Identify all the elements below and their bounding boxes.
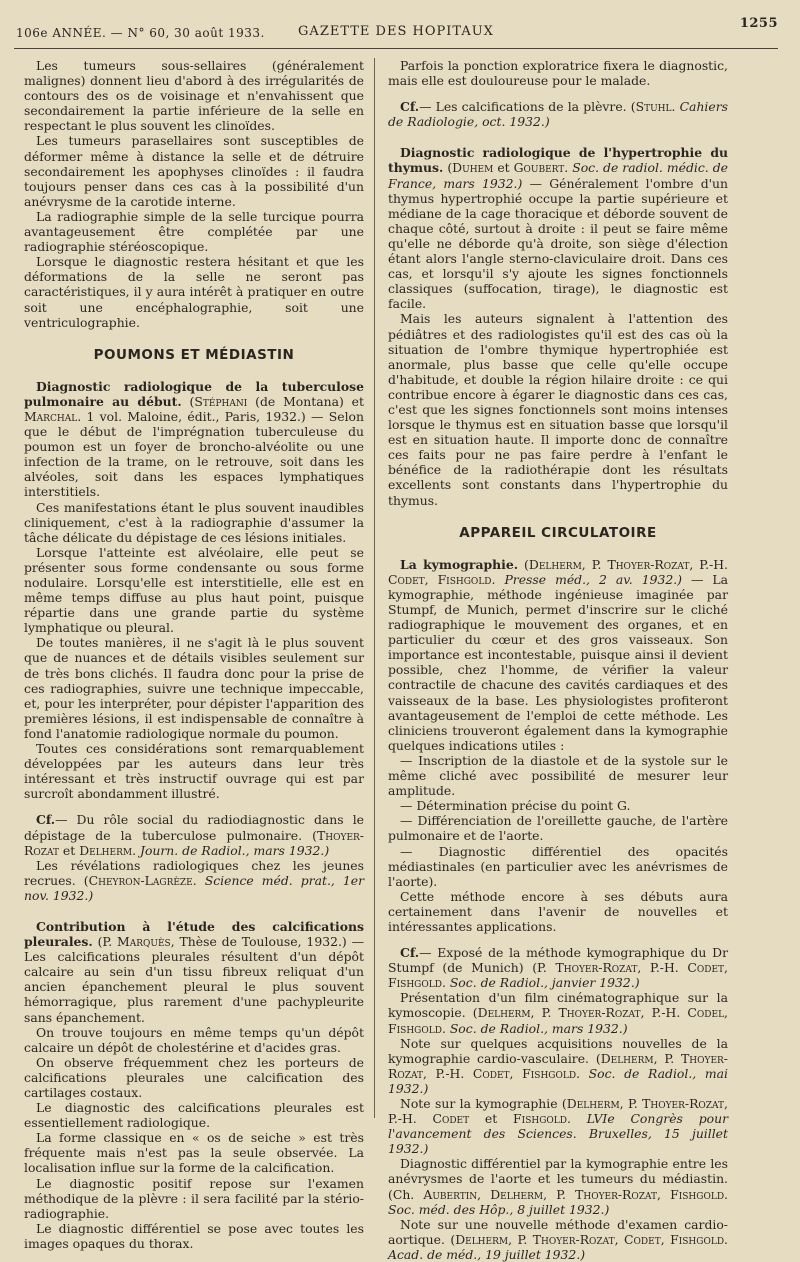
article-title: La kymographie. [400, 556, 519, 572]
paragraph: On observe fréquemment chez les porteurs de calcifications pleurales une calcification des cartilages costaux. [24, 1054, 364, 1100]
reference-paragraph [388, 1036, 728, 1096]
text-fragment: — La kymographie, méthode ingénieuse imaginée par Stumpf, de Munich, permet d'inscrire sur le cliché radiographique le mouvement des organes, et en particulier du cœur et des gros vaisseaux. Son importance est incontestable, puisque ainsi il devient possible, chez l'homme, de vérifier la valeur contractile de chacune des cavités cardiaques et des vaisseaux de la base. Les physiologistes profiteront avantageusement de l'emploi de cette méthode. Les cliniciens trouveront également dans la kymographie quelques indications utiles : [388, 571, 728, 753]
author-name: Delherm [79, 842, 133, 858]
author-names: Thoyer-Rozat, P.-H. Codet, Fishgold [388, 960, 728, 991]
article-title: Diagnostic radiologique de la tuberculose pulmonaire au début. [24, 378, 364, 409]
reference-paragraph [388, 1096, 728, 1156]
text-fragment: ( [443, 160, 453, 176]
article-title: Diagnostic radiologique de l'hypertrophie du thymus. [388, 145, 728, 176]
author-names: Aubertin, Delherm, P. Thoyer-Rozat, Fishgold [423, 1186, 725, 1202]
column-divider [374, 58, 375, 1118]
reference-paragraph [24, 858, 364, 903]
section-heading-circulatoire: APPAREIL CIRCULATOIRE [459, 524, 657, 541]
author-names: Delherm, P. Thoyer-Rozat, P.-H. Codet, Fishgold [388, 1050, 728, 1081]
text-fragment: et [58, 842, 80, 858]
author-name: Thoyer-Rozat [24, 827, 364, 858]
text-fragment: Présentation d'un film cinématographique sur la kymoscopie. ( [388, 990, 728, 1021]
paragraph: Les tumeurs sous-sellaires (généralement malignes) donnent lieu d'abord à des irrégularités de contours des os de voisinage et n'envahissent que secondairement la partie inférieure de la selle en respectant le plus souvent les clinoïdes. [24, 58, 364, 134]
page-header [14, 14, 778, 44]
paragraph: Ces manifestations étant le plus souvent inaudibles cliniquement, c'est à la radiographie d'assumer la tâche délicate du dépistage de ces lésions initiales. [24, 499, 364, 545]
text-fragment: (de Montana) et [247, 393, 364, 409]
paragraph: Le diagnostic différentiel se pose avec toutes les images opaques du thorax. [24, 1220, 364, 1251]
cf-reference [388, 945, 728, 990]
text-fragment: et [493, 160, 514, 176]
article-title: Contribution à l'étude des calcifications pleurales. [24, 918, 364, 950]
author-name: Cheyron-Lagrèze [88, 872, 193, 888]
list-item: — Détermination précise du point G. [400, 798, 631, 814]
article-thymus [388, 145, 728, 311]
article-calcifications [24, 919, 364, 1025]
source-citation: . Soc. méd. des Hôp., 8 juillet 1932.) [388, 1186, 728, 1217]
right-column [388, 58, 728, 1262]
source-citation: . Cahiers de Radiologie, oct. 1932.) [388, 99, 728, 130]
text-fragment: Note sur la kymographie ( [400, 1096, 567, 1111]
paragraph: Le diagnostic des calcifications pleurales est essentiellement radiologique. [24, 1100, 364, 1131]
article-kymographie [388, 557, 728, 753]
text-fragment: Les révélations radiologiques chez les jeunes recrues. ( [24, 857, 364, 888]
author-name: Stéphani [194, 393, 248, 409]
section-heading-poumons: POUMONS ET MÉDIASTIN [93, 346, 295, 363]
text-fragment: (P. [92, 934, 118, 950]
text-fragment: — Du rôle social du radiodiagnostic dans le dépistage de la tuberculose pulmonaire. ( [24, 812, 364, 843]
issue-info: 106e ANNÉE. — N° 60, 30 août 1933. [16, 26, 265, 40]
source-citation: . Journ. de Radiol., mars 1932.) [132, 842, 330, 858]
text-fragment: — Exposé de la méthode kymographique du Dr Stumpf (de Munich) (P. [388, 945, 728, 976]
cf-label: Cf. [36, 812, 56, 828]
text-fragment: — Généralement l'ombre d'un thymus hypertrophié occupe la partie supérieure et médiane de la cage thoracique et déborde souvent de chaque côté, surtout à droite : il peut se faire même qu'elle ne déborde qu'à droite, son siège d'élection étant alors l'angle sterno-claviculaire droit. Dans ces cas, et lorsqu'il s'y ajoute les signes fonctionnels classiques (suffocation, tirage), le diagnostic est facile. [388, 175, 729, 312]
author-name: Marquès [117, 934, 171, 950]
left-column [24, 58, 364, 1251]
reference-paragraph [388, 1156, 728, 1216]
list-item: — Diagnostic différentiel des opacités médiastinales (en particulier avec les anévrismes de l'aorte). [388, 843, 728, 889]
source-citation: . Soc. de Radiol., mai 1932.) [388, 1065, 728, 1096]
text-fragment: ( [181, 393, 195, 409]
paragraph: De toutes manières, il ne s'agit là le plus souvent que de nuances et de détails visibles seulement sur de très bons clichés. Il faudra donc pour la prise de ces radiographies, suivre une technique impeccable, et, pour les interpréter, pour dépister l'apparition des premières lésions, il est indispensable de connaître à fond l'anatomie radiologique normale du poumon. [24, 635, 364, 741]
text-fragment: — Les calcifications de la plèvre. ( [419, 99, 636, 115]
reference-paragraph [388, 990, 728, 1035]
text-fragment: ( [518, 556, 529, 572]
paragraph: Mais les auteurs signalent à l'attention des pédiâtres et des radiologistes qu'il est des cas où la situation de l'ombre thymique hypertrophiée est anormale, plus basse que celle qu'elle occupe d'habitude, et double la région hilaire droite : ce qui contribue encore à égarer le diagnostic dans ces cas, c'est que les signes fonctionnels sont moins intenses lorsque le thymus est en situation basse que lorsqu'il est en situation haute. Il importe donc de connaître ces faits pour ne pas faire perdre à l'enfant le bénéfice de la radiothérapie dont les résultats excellents sont constants dans l'hypertrophie du thymus. [388, 311, 728, 508]
header-rule [14, 48, 778, 49]
text-fragment: . 1 vol. Maloine, édit., Paris, 1932.) — Selon que le début de l'imprégnation tuberculeuse du poumon est un foyer de broncho-alvéolite ou une infection de la trame, on le retrouve, soit dans les alvéoles, soit dans les espaces lymphatiques interstitiels. [24, 408, 364, 500]
article-tuberculose [24, 379, 364, 500]
journal-title: GAZETTE DES HOPITAUX [298, 24, 494, 39]
cf-label: Cf. [400, 99, 420, 115]
author-names: Delherm, P. Thoyer-Rozat, Codet, Fishgold [455, 1231, 725, 1247]
list-item: — Différenciation de l'oreillette gauche, de l'artère pulmonaire et de l'aorte. [388, 813, 728, 844]
paragraph: Lorsque l'atteinte est alvéolaire, elle peut se présenter sous forme condensante ou sous forme nodulaire. Lorsqu'elle est interstitielle, elle est en même temps diffuse au plus haut point, puisque répartie dans une grande partie du système lymphatique ou pleural. [24, 544, 364, 636]
author-name: Marchal [24, 408, 78, 424]
cf-label: Cf. [400, 945, 420, 961]
paragraph: Lorsque le diagnostic restera hésitant et que les déformations de la selle ne seront pas caractéristiques, il y aura intérêt à pratiquer en outre soit une encéphalographie, soit une ventriculographie. [24, 254, 364, 330]
author-names: Delherm, P. Thoyer-Rozat, P.-H. Codel, Fishgold [388, 1005, 728, 1036]
text-fragment: Note sur une nouvelle méthode d'examen cardio-aortique. ( [388, 1216, 728, 1247]
text-fragment: , Thèse de Toulouse, 1932.) — Les calcifications pleurales résultent d'un dépôt calcaire au sein d'un tissu fibreux reliquat d'un ancien épanchement pleural le plus souvent hémorragique, plus rarement d'une pachypleurite sans épanchement. [24, 934, 364, 1025]
cf-reference [388, 99, 728, 129]
paragraph: Parfois la ponction exploratrice fixera le diagnostic, mais elle est douloureuse pour le malade. [388, 58, 728, 89]
text-fragment: Note sur quelques acquisitions nouvelles de la kymographie cardio-vasculaire. ( [388, 1035, 728, 1066]
page-number: 1255 [739, 16, 778, 31]
source-citation: . Science méd. prat., 1er nov. 1932.) [24, 872, 364, 903]
paragraph: La forme classique en « os de seiche » est très fréquente mais n'est pas la seule observée. La localisation influe sur la forme de la calcification. [24, 1130, 364, 1176]
cf-reference [24, 812, 364, 857]
source-citation: . LVIe Congrès pour l'avancement des Sciences. Bruxelles, 15 juillet 1932.) [388, 1111, 728, 1157]
paragraph: Toutes ces considérations sont remarquablement développées par les auteurs dans leur très intéressant et très instructif ouvrage qui est par surcroît abondamment illustré. [24, 741, 364, 802]
paragraph: La radiographie simple de la selle turcique pourra avantageusement être complétée par une radiographie stéréoscopique. [24, 208, 364, 255]
author-names: Delherm, P. Thoyer-Rozat, P.-H. Codet [388, 1096, 728, 1127]
source-citation: . Acad. de méd., 19 juillet 1932.) [388, 1231, 728, 1262]
author-name: Fishgold [513, 1111, 567, 1127]
author-name: Duhem [452, 160, 494, 176]
paragraph: Les tumeurs parasellaires sont susceptibles de déformer même à distance la selle et de détruire secondairement les apophyses clinoïdes : il faudra toujours penser dans ces cas à la possibilité d'un anévrysme de la carotide interne. [24, 133, 364, 209]
source-citation: . Presse méd., 2 av. 1932.) [491, 571, 682, 587]
author-name: Goubert [513, 160, 565, 176]
paragraph: Cette méthode encore à ses débuts aura certainement dans l'avenir de nouvelles et intéressantes applications. [388, 888, 728, 934]
text-fragment: Diagnostic différentiel par la kymographie entre les anévrysmes de l'aorte et les tumeurs du médiastin. (Ch. [388, 1156, 728, 1202]
paragraph: Le diagnostic positif repose sur l'examen méthodique de la plèvre : il sera facilité par la stério-radiographie. [24, 1175, 364, 1221]
list-item: — Inscription de la diastole et de la systole sur le même cliché avec possibilité de mesurer leur amplitude. [388, 752, 728, 799]
reference-paragraph [388, 1217, 728, 1262]
paragraph: On trouve toujours en même temps qu'un dépôt calcaire un dépôt de cholestérine et d'acides gras. [24, 1024, 364, 1055]
source-citation: . Soc. de radiol. médic. de France, mars 1932.) [388, 160, 728, 191]
text-fragment: et [469, 1111, 514, 1127]
source-citation: . Soc. de Radiol., janvier 1932.) [441, 975, 640, 991]
author-names: Delherm, P. Thoyer-Rozat, P.-H. Codet, Fishgold [388, 556, 728, 587]
author-name: Stuhl [635, 99, 672, 115]
source-citation: . Soc. de Radiol., mars 1932.) [441, 1020, 628, 1036]
